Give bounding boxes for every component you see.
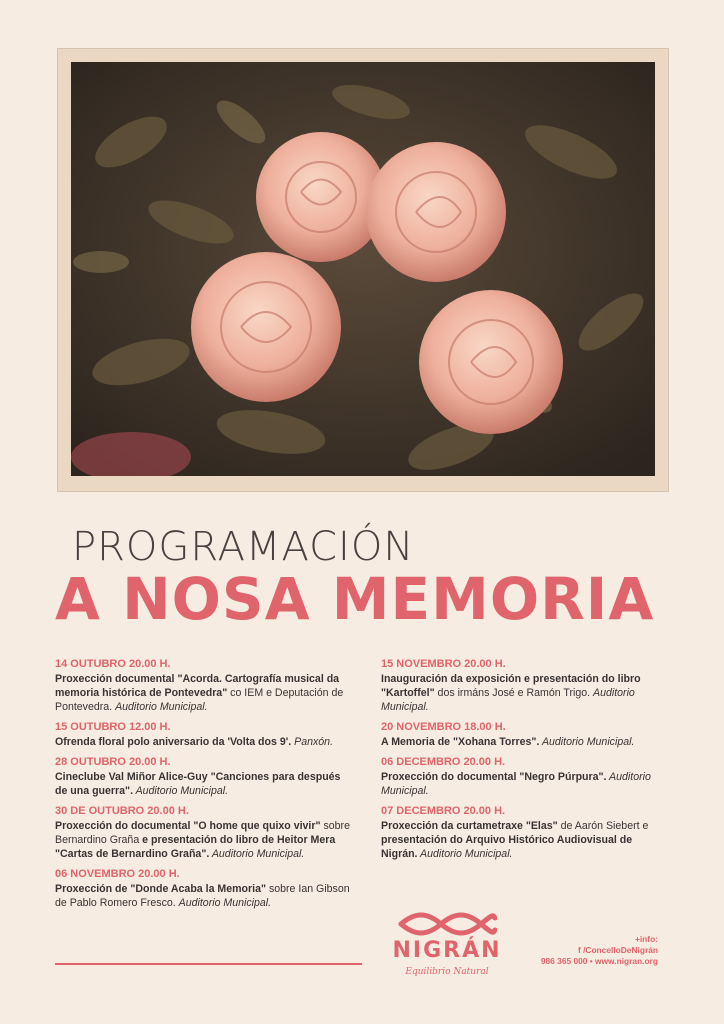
event-item (55, 720, 355, 749)
event-date: 06 DECEMBRO 20.00 H. (381, 756, 506, 768)
event-item (381, 804, 671, 861)
event-text: A Memoria de "Xohana Torres". (381, 736, 540, 748)
event-item (55, 755, 355, 798)
logo-name: NIGRÁN (392, 938, 502, 963)
event-date: 28 OUTUBRO 20.00 H. (55, 756, 171, 768)
event-description (55, 735, 355, 749)
contact-info (541, 934, 658, 967)
event-item (381, 755, 671, 798)
event-text: e presentación do libro de Heitor Mera "Cartas de Bernardino Graña". (55, 834, 336, 860)
event-text: Auditorio Municipal. (539, 736, 635, 748)
event-text: Proxección da curtametraxe "Elas" (381, 820, 558, 832)
event-text: dos irmáns José e Ramón Trigo. (434, 687, 593, 699)
event-text: Proxección documental (55, 673, 178, 685)
heading-programacion: PROGRAMACIÓN (72, 524, 415, 570)
event-date: 30 DE OUTUBRO 20.00 H. (55, 805, 189, 817)
facebook-link[interactable]: f /ConcelloDeNigrán (577, 945, 658, 955)
event-date: 14 OUTUBRO 20.00 H. (55, 658, 171, 670)
event-description (55, 672, 355, 714)
phone-web[interactable]: 986 365 000 • www.nigran.org (540, 956, 658, 966)
event-text: de Aarón Siebert e (557, 820, 649, 832)
event-text: Auditorio Municipal. (115, 701, 208, 713)
wave-logo-icon (397, 910, 497, 936)
roses-photo (71, 62, 655, 476)
event-description (381, 819, 671, 861)
nigran-logo (392, 910, 502, 977)
event-description (55, 882, 355, 910)
photo-frame (57, 48, 669, 492)
events-column-left (55, 657, 355, 916)
event-text: Inauguración da exposición e presentación do libro "Kartoffel" (381, 673, 641, 699)
divider-line (55, 963, 362, 965)
events-column-right (381, 657, 671, 867)
event-item (381, 720, 671, 749)
event-text: Auditorio Municipal. (417, 848, 513, 860)
event-text: Proxección do documental "Negro Púrpura". (381, 771, 607, 783)
event-text: "Acorda. Cartografía musical da memoria histórica de Pontevedra" (55, 673, 340, 699)
event-description (381, 770, 671, 798)
event-date: 06 NOVEMBRO 20.00 H. (55, 868, 180, 880)
event-date: 07 DECEMBRO 20.00 H. (381, 805, 506, 817)
event-description (55, 770, 355, 798)
event-text: sobre Bernardino Graña (55, 820, 350, 846)
event-text: Auditorio Municipal. (178, 897, 272, 909)
event-text: presentación do Arquivo Histórico Audiovisual de Nigrán. (381, 834, 633, 860)
roses-illustration (71, 62, 655, 476)
event-text: Proxección do documental "O home que quixo vivir" (55, 820, 321, 832)
event-text: Ofrenda floral polo aniversario da 'Volta dos 9'. (55, 736, 292, 748)
event-date: 15 NOVEMBRO 20.00 H. (381, 658, 506, 670)
event-text: Cineclube Val Miñor Alice-Guy "Canciones para después de una guerra". (55, 771, 341, 797)
event-text: Panxón. (291, 736, 334, 748)
event-item (55, 867, 355, 910)
event-text: Auditorio Municipal. (381, 687, 635, 713)
event-text: co IEM e Deputación de Pontevedra. (55, 687, 344, 713)
event-text: sobre Ian Gibson de Pablo Romero Fresco. (55, 883, 350, 909)
event-description (55, 819, 355, 861)
logo-tagline: Equilibrio Natural (405, 967, 489, 977)
event-text: Auditorio Municipal. (209, 848, 305, 860)
event-text: Auditorio Municipal. (381, 771, 651, 797)
event-text: Proxección de "Donde Acaba la Memoria" (55, 883, 266, 895)
event-item (381, 657, 671, 714)
event-item (55, 657, 355, 714)
contact-label: +info: (634, 934, 658, 944)
event-date: 15 OUTUBRO 12.00 H. (55, 721, 171, 733)
event-item (55, 804, 355, 861)
event-text: Auditorio Municipal. (133, 785, 229, 797)
event-date: 20 NOVEMBRO 18.00 H. (381, 721, 506, 733)
heading-title: A NOSA MEMORIA (55, 565, 655, 633)
event-description (381, 672, 671, 714)
event-description (381, 735, 671, 749)
